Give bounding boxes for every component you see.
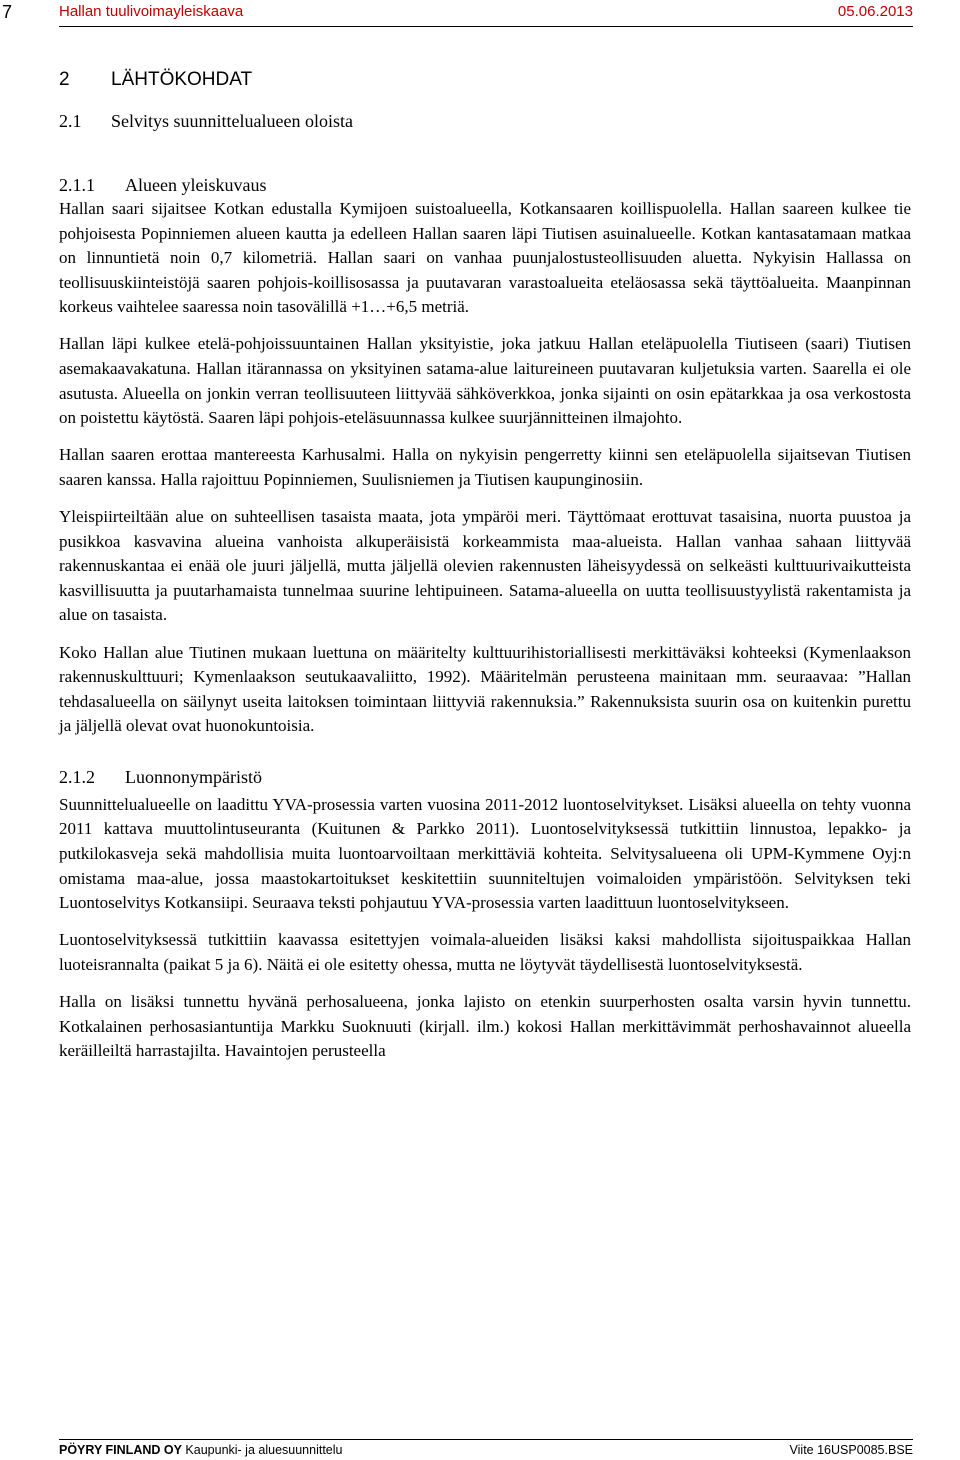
sub-subsection-title-2: Luonnonympäristö	[125, 766, 262, 787]
section-number: 2	[59, 69, 70, 90]
subsection-number: 2.1	[59, 111, 82, 131]
paragraph: Luontoselvityksessä tutkittiin kaavassa esitettyjen voimala-alueiden lisäksi kaksi mahdollista sijoituspaikkaa Hallan luoteisrannalta (paikat 5 ja 6). Näitä ei ole esitetty ohessa, mutta ne löytyvät täydellisestä luontoselvityksestä.	[59, 930, 911, 974]
footer-company-info	[59, 1443, 342, 1457]
page-header	[59, 0, 913, 27]
sub-subsection-number-1: 2.1.1	[59, 175, 95, 195]
document-body	[59, 52, 911, 1076]
sub-subsection-heading-2	[59, 765, 911, 789]
footer-department: Kaupunki- ja aluesuunnittelu	[185, 1443, 343, 1457]
paragraph: Hallan läpi kulkee etelä-pohjoissuuntainen Hallan yksityistie, joka jatkuu Hallan eteläpuolella Tiutiseen (saari) Tiutisen asemakaavakatuna. Hallan itärannassa on yksityinen satama-alue laitureineen puutavaran kuljetuksia varten. Saarella ei ole asutusta. Alueella on jonkin verran teollisuuteen liittyvää sähköverkkoa, jonka sijainti on osin epätarkkaa ja osa verkostosta on poistettu käytöstä. Saaren läpi pohjois-eteläsuunnassa kulkee suurjännitteinen ilmajohto.	[59, 334, 911, 428]
paragraph: Yleispiirteiltään alue on suhteellisen tasaista maata, jota ympäröi meri. Täyttömaat erottuvat tasaisina, nuorta puustoa ja pusikkoa kasvavina alueina vanhoista alkuperäisistä korkeammista maa-alueista. Hallan vanhaa sahaan liittyvää rakennuskantaa ei enää ole juuri jäljellä, mutta jäljellä olevien rakennusten läheisyydessä on selkeästi kulttuurivaikutteista kasvillisuutta ja puutarhamaista tunnelmaa suurine lehtipuineen. Satama-alueella on uutta teollisuustyylistä rakentamista ja alue on tasaista.	[59, 507, 911, 625]
section-title: LÄHTÖKOHDAT	[111, 69, 253, 90]
paragraph: Hallan saari sijaitsee Kotkan edustalla Kymijoen suistoalueella, Kotkansaaren koillispuolella. Hallan saareen kulkee tie pohjoisesta Popinniemen alueen kautta ja edelleen Hallan saaren läpi Tiutisen asuinalueelle. Kotkan kantasatamaan matkaa on linnuntietä noin 0,7 kilometriä. Hallan saari on vanhaa puunjalostusteollisuuden aluetta. Nykyisin Hallassa on teollisuuskiinteistöjä saaren pohjois-koillisosassa ja puutavaran varastoalueita eteläosassa sekä täyttöalueita. Maanpinnan korkeus vaihtelee saaressa noin tasovälillä +1…+6,5 metriä.	[59, 199, 911, 317]
subsection-heading	[59, 109, 911, 133]
paragraph: Suunnittelualueelle on laadittu YVA-prosessia varten vuosina 2011-2012 luontoselvitykset. Lisäksi alueella on tehty vuonna 2011 kattava muuttolintuseuranta (Kuitunen & Parkko 2011). Luontoselvityksessä tutkittiin linnustoa, lepakko- ja putkilokasveja sekä mahdollisia muita luontoarvoiltaan merkittäviä kohteita. Selvitysalueena oli UPM-Kymmene Oyj:n omistama maa-alue, jossa maastokartoitukset keskitettiin suunniteltujen voimaloiden ympäristöön. Selvityksen teki Luontoselvitys Kotkansiipi. Seuraava teksti pohjautuu YVA-prosessia varten laadittuun luontoselvitykseen.	[59, 794, 911, 913]
paragraph: Halla on lisäksi tunnettu hyvänä perhosalueena, jonka lajisto on etenkin suurperhosten osalta varsin hyvin tunnettu. Kotkalainen perhosasiantuntija Markku Suoknuuti (kirjall. ilm.) kokosi Hallan merkittävimmät perhoshavainnot alueella keräilleiltä harrastajilta. Havaintojen perusteella	[59, 992, 911, 1061]
sub-subsection-number-2: 2.1.2	[59, 766, 95, 787]
sub-subsection-title-1: Alueen yleiskuvaus	[125, 175, 267, 195]
header-date: 05.06.2013	[837, 3, 913, 20]
paragraph: Koko Hallan alue Tiutinen mukaan luettuna on määritelty kulttuurihistoriallisesti merkittäväksi kohteeksi (Kymenlaakson rakennuskulttuuri; Kymenlaakson seutukaavaliitto, 1992). Määritelmän perusteena mainitaan mm. seuraavaa: ”Hallan tehdasalueella on säilynyt useita laitoksen toimintaan liittyviä rakennuksia.” Rakennuksista suurin osa on kuitenkin purettu ja jäljellä olevat ovat huonokuntoisia.	[59, 642, 911, 736]
section-heading	[59, 52, 911, 92]
sub-subsection-heading-1	[59, 173, 911, 197]
page-footer	[59, 1439, 913, 1460]
footer-company: PÖYRY FINLAND OY	[59, 1443, 182, 1457]
paragraph: Hallan saaren erottaa mantereesta Karhusalmi. Halla on nykyisin pengerretty kiinni sen eteläpuolella sijaitsevan Tiutisen saaren kanssa. Halla rajoittuu Popinniemen, Suulisniemen ja Tiutisen kaupunginosiin.	[59, 445, 911, 489]
subsection-title: Selvitys suunnittelualueen oloista	[111, 111, 353, 131]
footer-reference: Viite 16USP0085.BSE	[789, 1443, 913, 1457]
header-document-title: Hallan tuulivoimayleiskaava	[59, 3, 244, 20]
page-number: 7	[2, 2, 13, 22]
